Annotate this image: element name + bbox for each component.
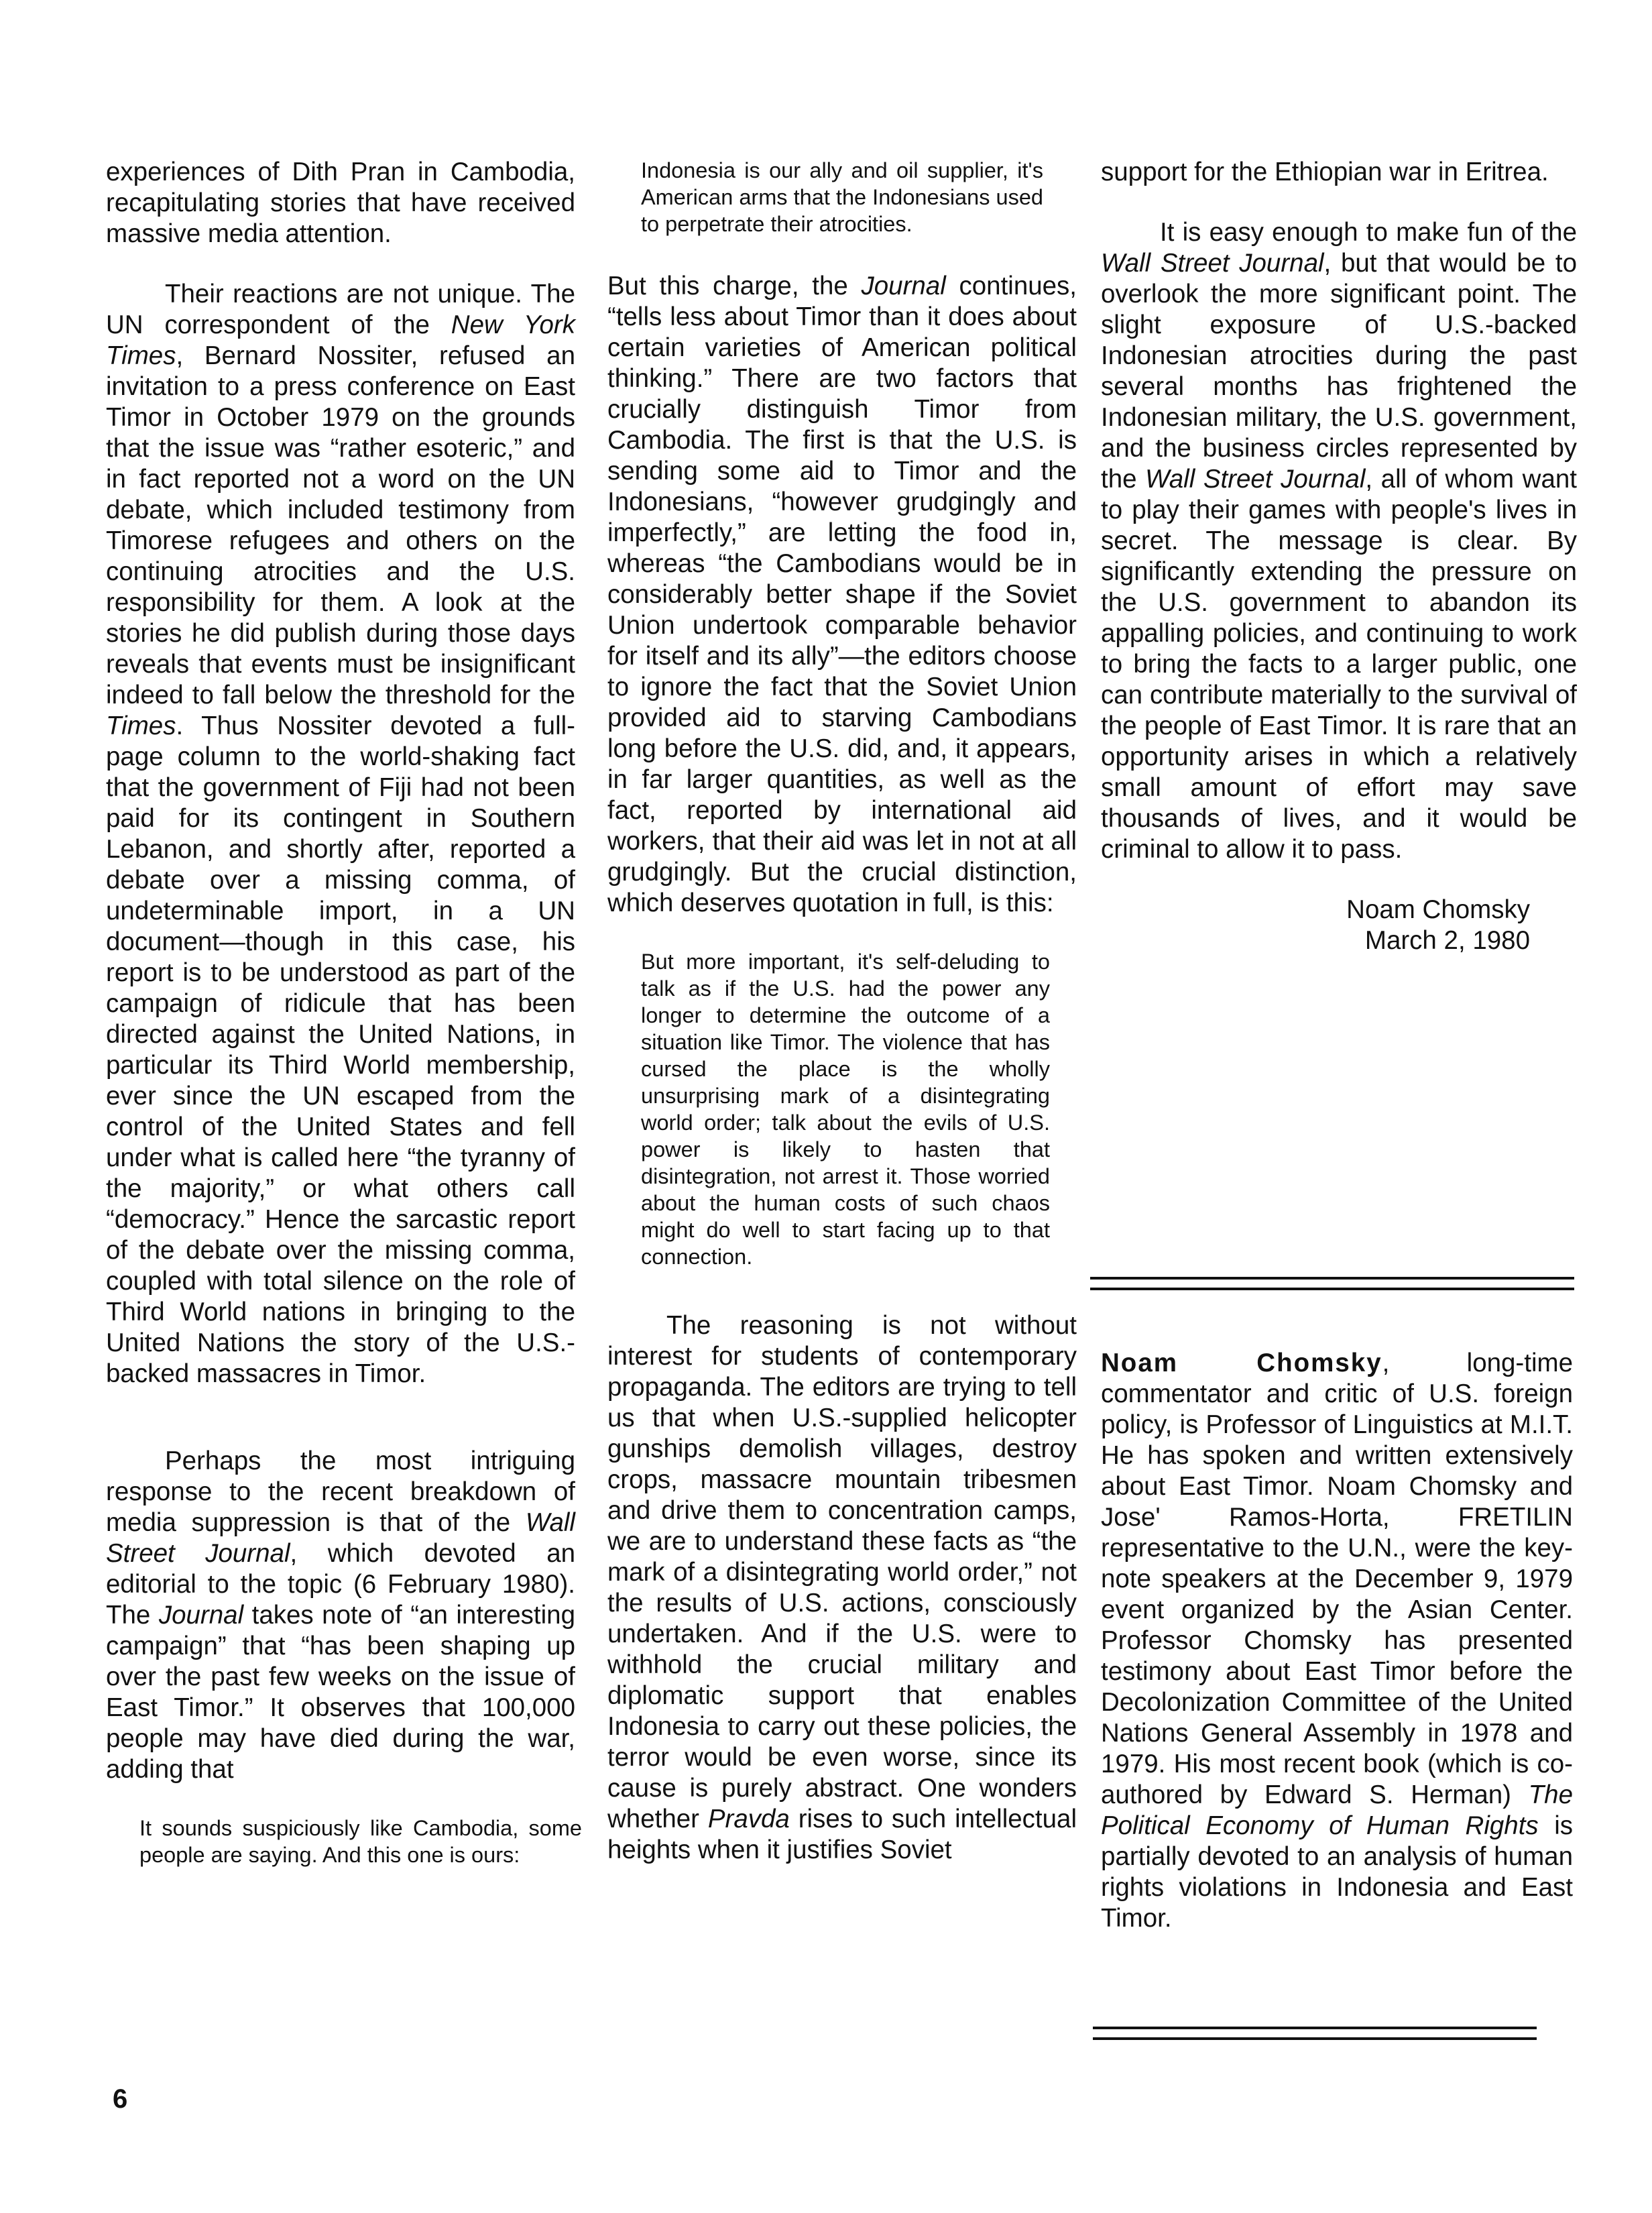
publication-name: Wall Street Journal	[1145, 465, 1366, 494]
publication-name: Times	[106, 712, 176, 740]
paragraph: The reasoning is not without interest for students of contemporary propaganda. The editors are trying to tell us that when U.S.-supplied helicopter gunships demolish villages, destroy crops, massacre mountain tribesmen and drive them to concentration camps, we are to understand these facts as “the mark of a disintegrating world order,” not the results of U.S. actions, consciously undertaken. And if the U.S. were to withhold the crucial military and diplomatic support that enables Indonesia to carry out these policies, the terror would be even worse, since its cause is purely abstract. One wonders whether Pravda rises to such intellectual heights when it justifies Soviet	[607, 1311, 1077, 1864]
author-bio	[1101, 1348, 1573, 1934]
divider-rule	[1090, 1277, 1574, 1290]
block-quote-continued: Indonesia is our ally and oil supplier, it's American arms that the Indonesians used to perpetrate their atrocities.	[641, 158, 1043, 236]
block-quote: But more important, it's self-deluding to talk as if the U.S. had the power any longer to determine the outcome of a situation like Timor. The violence that has cursed the place is the wholly unsurprising mark of a disintegrating world order; talk about the evils of U.S. power is likely to hasten that disintegration, not arrest it. Those worried about the human costs of such chaos might do well to start facing up to that connection.	[641, 950, 1050, 1269]
publication-name: Journal	[158, 1601, 244, 1630]
publication-name: Journal	[861, 272, 946, 300]
bio-author-name: Noam Chomsky	[1101, 1349, 1382, 1377]
publication-name: Pravda	[707, 1805, 790, 1833]
paragraph: experiences of Dith Pran in Cambodia, recapitulating stories that have received massive media attention.	[106, 158, 575, 248]
bio-paragraph: Noam Chomsky, long-time commentator and critic of U.S. foreign policy, is Professor of Linguistics at M.I.T. He has spoken and written extensively about East Timor. Noam Chomsky and Jose' Ramos-Horta, FRETILIN representative to the U.N., were the key-note speakers at the December 9, 1979 event organized by the Asian Center. Professor Chomsky has presented testimony about East Timor before the Decolonization Committee of the United Nations General Assembly in 1978 and 1979. His most recent book (which is co-authored by Edward S. Herman) The Political Economy of Human Rights is partially devoted to an analysis of human rights violations in Indonesia and East Timor.	[1101, 1349, 1573, 1933]
publication-name: Wall Street Journal	[1101, 249, 1324, 278]
column-right	[1101, 157, 1577, 956]
paragraph: Perhaps the most intriguing response to the recent breakdown of media suppression is that of the Wall Street Journal, which devoted an editorial to the topic (6 February 1980). The Journal takes note of “an interesting campaign” that “has been shaping up over the past few weeks on the issue of East Timor.” It observes that 100,000 people may have died during the war, adding that	[106, 1446, 576, 1784]
paragraph: support for the Ethiopian war in Eritrea.	[1101, 158, 1549, 186]
page-number: 6	[113, 2084, 128, 2114]
paragraph: Their reactions are not unique. The UN correspondent of the New York Times, Bernard Nossiter, refused an invitation to a press conference on East Timor in October 1979 on the grounds that the issue was “rather esoteric,” and in fact reported not a word on the UN debate, which included testimony from Timorese refugees and others on the continuing atrocities and the U.S. responsibility for them. A look at the stories he did publish during those days reveals that events must be insignificant indeed to fall below the threshold for the Times. Thus Nossiter devoted a full-page column to the world-shaking fact that the government of Fiji had not been paid for its contingent in Southern Lebanon, and shortly after, reported a debate over a missing comma, of undeterminable import, in a UN document—though in this case, his report is to be understood as part of the campaign of ridicule that has been directed against the United Nations, in particular its Third World membership, ever since the UN escaped from the control of the United States and fell under what is called here “the tyranny of the majority,” or what others call “democracy.” Hence the sarcastic report of the debate over the missing comma, coupled with total silence on the role of Third World nations in bringing to the United Nations the story of the U.S.-backed massacres in Timor.	[106, 280, 575, 1388]
publication-name: Wall Street Journal	[106, 1508, 575, 1568]
column-left	[106, 157, 582, 1868]
signature-name: Noam Chomsky	[1346, 895, 1530, 924]
book-title: The Political Economy of Human Rights	[1101, 1780, 1573, 1840]
signature-date: March 2, 1980	[1364, 926, 1530, 955]
paragraph: It is easy enough to make fun of the Wall Street Journal, but that would be to overlook the more significant point. The slight exposure of U.S.-backed Indonesian atrocities during the past several months has frightened the Indonesian military, the U.S. government, and the business circles represented by the Wall Street Journal, all of whom want to play their games with people's lives in secret. The message is clear. By significantly extending the pressure on the U.S. government to abandon its appalling policies, and continuing to work to bring the facts to a larger public, one can contribute materially to the survival of the people of East Timor. It is rare that an opportunity arises in which a relatively small amount of effort may save thousands of lives, and it would be criminal to allow it to pass.	[1101, 218, 1578, 864]
paragraph: But this charge, the Journal continues, “tells less about Timor than it does about certain varieties of American political thinking.” There are two factors that crucially distinguish Timor from Cambodia. The first is that the U.S. is sending some aid to Timor and the Indonesians, “however grudgingly and imperfectly,” are letting the food in, whereas “the Cambodians would be in considerably better shape if the Soviet Union undertook comparable behavior for itself and its ally”—the editors choose to ignore the fact that the Soviet Union provided aid to starving Cambodians long before the U.S. did, and, it appears, in far larger quantities, as well as the fact, reported by international aid workers, that their aid was let in not at all grudgingly. But the crucial distinction, which deserves quotation in full, is this:	[607, 272, 1077, 917]
column-middle	[607, 157, 1077, 1866]
publication-name: New York Times	[106, 310, 575, 370]
block-quote: It sounds suspiciously like Cambodia, some people are saying. And this one is ours:	[139, 1816, 582, 1867]
divider-rule	[1093, 2027, 1537, 2040]
